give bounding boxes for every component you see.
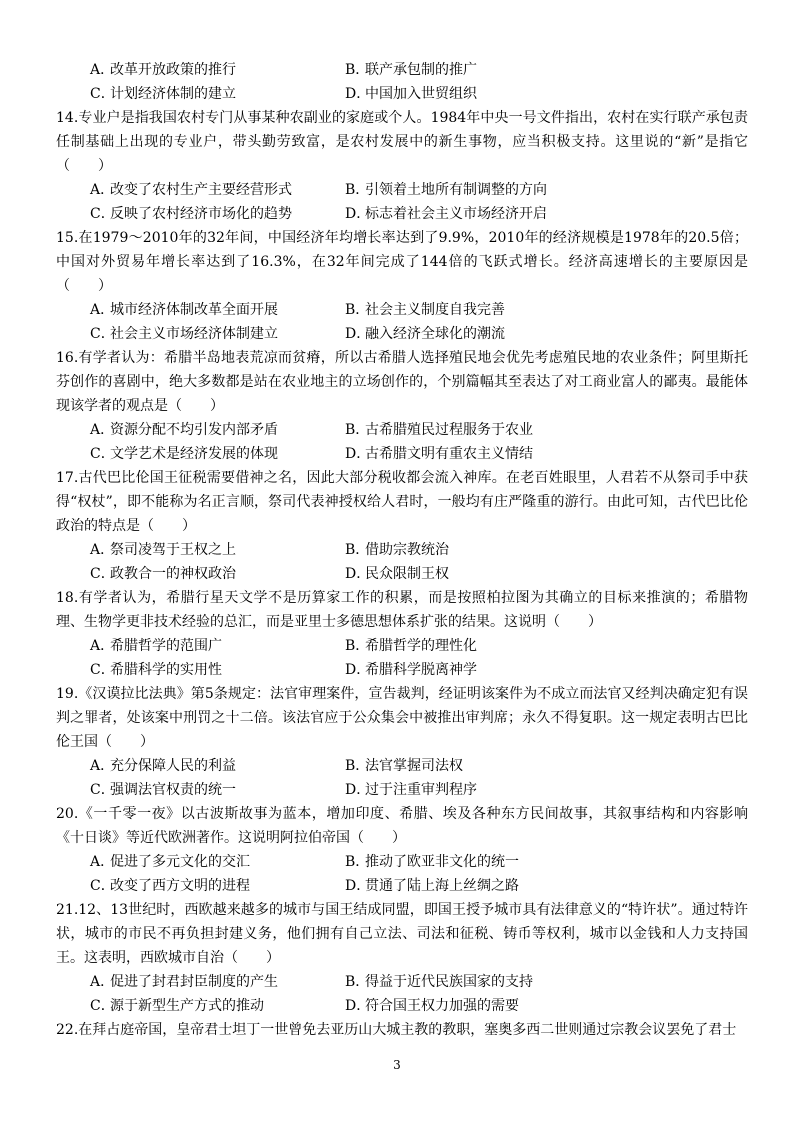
option-d: D．符合国王权力加强的需要 [345,998,519,1014]
option-b: B．法官掌握司法权 [345,758,463,774]
question-stem [56,346,748,418]
question-21 [56,898,748,1018]
option-d: D．过于注重审判程序 [345,782,477,798]
page-number: 3 [393,1058,401,1072]
question-number: 18. [56,590,79,606]
question-number: 15. [56,230,79,246]
option-c: C．文学艺术是经济发展的体现 [90,446,278,462]
q13-option-a: A．改革开放政策的推行 [90,62,236,78]
question-text: 在1979～2010年的32年间，中国经济年均增长率达到了9.9%，2010年的经济规模是1978年的20.5倍；中国对外贸易年增长率达到了16.3%，在32年间完成了144倍的飞跃式增长。经济高速增长的主要原因是（ ） [56,230,748,294]
option-c: C．政教合一的神权政治 [90,566,236,582]
option-b: B．借助宗教统治 [345,542,449,558]
question-text: 古代巴比伦国王征税需要借神之名，因此大部分税收都会流入神库。在老百姓眼里，人君若不从祭司手中获得“权杖”，即不能称为名正言顺，祭司代表神授权给人君时，一般均有庄严隆重的游行。由此可知，古代巴比伦政治的特点是（ ） [56,470,748,534]
option-c: C．希腊科学的实用性 [90,662,222,678]
question-16 [56,346,748,466]
question-22 [56,1018,748,1042]
options [56,970,748,1018]
question-number: 20. [56,806,79,822]
q13-option-c: C．计划经济体制的建立 [90,86,236,102]
questions [56,106,748,1042]
q13-options [56,58,748,106]
options [56,754,748,802]
option-b: B．古希腊殖民过程服务于农业 [345,422,533,438]
option-d: D．标志着社会主义市场经济开启 [345,206,547,222]
question-stem [56,106,748,178]
option-b: B．希腊哲学的理性化 [345,638,477,654]
option-c: C．反映了农村经济市场化的趋势 [90,206,292,222]
option-d: D．融入经济全球化的潮流 [345,326,505,342]
question-14 [56,106,748,226]
question-stem [56,898,748,970]
question-stem [56,1018,748,1042]
question-stem [56,586,748,634]
q13-option-b: B．联产承包制的推广 [345,62,477,78]
option-b: B．推动了欧亚非文化的统一 [345,854,519,870]
question-text: 《汉谟拉比法典》第5条规定：法官审理案件，宣告裁判，经证明该案件为不成立而法官又经判决确定犯有误判之罪者，处该案中刑罚之十二倍。该法官应于公众集会中被推出审判席；永久不得复职。这一规定表明古巴比伦王国（ ） [56,686,748,750]
option-a: A．充分保障人民的利益 [90,758,236,774]
options [56,298,748,346]
question-15 [56,226,748,346]
question-number: 16. [56,350,79,366]
question-text: 在拜占庭帝国，皇帝君士坦丁一世曾免去亚历山大城主教的教职，塞奥多西二世则通过宗教会议罢免了君士 [78,1022,737,1038]
question-text: 12、13世纪时，西欧越来越多的城市与国王结成同盟，即国王授予城市具有法律意义的“特许状”。通过特许状，城市的市民不再负担封建义务，他们拥有自己立法、司法和征税、铸币等权利，城市以金钱和人力支持国王。这表明，西欧城市自治（ ） [56,902,748,966]
question-text: 专业户是指我国农村专门从事某种农副业的家庭或个人。1984年中央一号文件指出，农村在实行联产承包责任制基础上出现的专业户，带头勤劳致富，是农村发展中的新生事物，应当积极支持。这里说的“新”是指它（ ） [56,110,748,174]
option-a: A．祭司凌驾于王权之上 [90,542,236,558]
options [56,538,748,586]
question-text: 有学者认为，希腊行星天文学不是历算家工作的积累，而是按照柏拉图为其确立的目标来推演的；希腊物理、生物学更非技术经验的总汇，而是亚里士多德思想体系扩张的结果。这说明（ ） [56,590,748,630]
question-18 [56,586,748,682]
option-a: A．城市经济体制改革全面开展 [90,302,278,318]
option-c: C．社会主义市场经济体制建立 [90,326,278,342]
options [56,850,748,898]
question-stem [56,226,748,298]
option-b: B．社会主义制度自我完善 [345,302,505,318]
question-text: 有学者认为：希腊半岛地表荒凉而贫瘠，所以古希腊人选择殖民地会优先考虑殖民地的农业条件；阿里斯托芬创作的喜剧中，绝大多数都是站在农业地主的立场创作的，个别篇幅其至表达了对工商业富人的鄙夷。最能体现该学者的观点是（ ） [56,350,748,414]
options [56,634,748,682]
option-d: D．民众限制王权 [345,566,449,582]
question-stem [56,802,748,850]
question-20 [56,802,748,898]
option-a: A．希腊哲学的范围广 [90,638,222,654]
option-a: A．改变了农村生产主要经营形式 [90,182,292,198]
option-a: A．资源分配不均引发内部矛盾 [90,422,278,438]
options [56,178,748,226]
option-b: B．引领着土地所有制调整的方向 [345,182,547,198]
question-number: 17. [56,470,79,486]
option-d: D．贯通了陆上海上丝绸之路 [345,878,519,894]
option-a: A．促进了封君封臣制度的产生 [90,974,278,990]
option-c: C．强调法官权责的统一 [90,782,236,798]
option-a: A．促进了多元文化的交汇 [90,854,250,870]
question-stem [56,682,748,754]
option-d: D．希腊科学脱离神学 [345,662,477,678]
question-17 [56,466,748,586]
question-list [56,58,748,1042]
question-number: 21. [56,902,79,918]
option-c: C．改变了西方文明的进程 [90,878,250,894]
option-d: D．古希腊文明有重农主义情结 [345,446,533,462]
question-number: 22. [56,1022,79,1038]
question-number: 19. [56,686,79,702]
options [56,418,748,466]
option-b: B．得益于近代民族国家的支持 [345,974,533,990]
question-19 [56,682,748,802]
option-c: C．源于新型生产方式的推动 [90,998,264,1014]
q13-option-d: D．中国加入世贸组织 [345,86,477,102]
question-number: 14. [56,110,79,126]
question-text: 《一千零一夜》以古波斯故事为蓝本，增加印度、希腊、埃及各种东方民间故事，其叙事结构和内容影响《十日谈》等近代欧洲著作。这说明阿拉伯帝国（ ） [56,806,748,846]
question-stem [56,466,748,538]
